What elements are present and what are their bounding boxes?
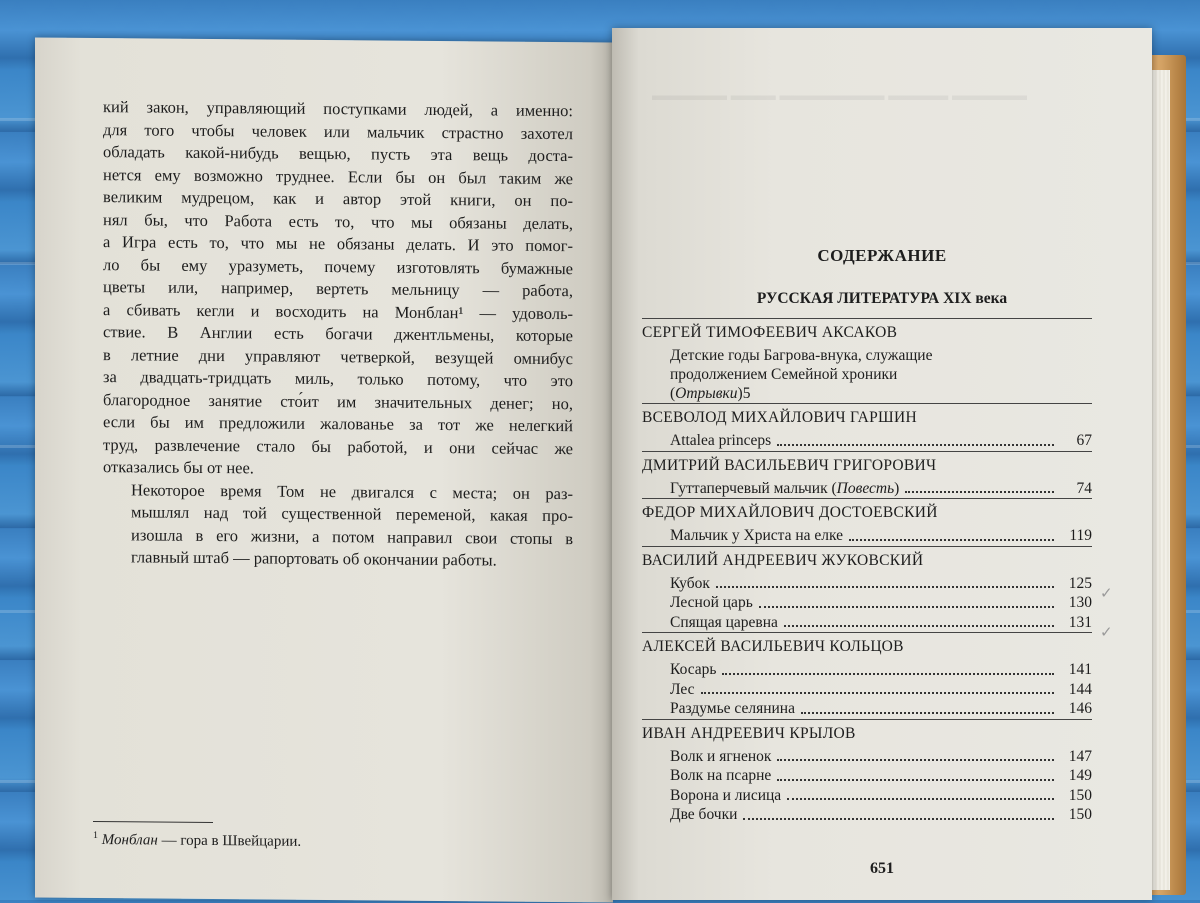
toc-title: СОДЕРЖАНИЕ xyxy=(817,246,947,265)
toc-page-number: 147 xyxy=(1068,747,1092,765)
toc-work-genre: Отрывки xyxy=(675,385,738,402)
toc-author-name: ДМИТРИЙ ВАСИЛЬЕВИЧ ГРИГОРОВИЧ xyxy=(642,451,1092,479)
footnote-term: Монблан xyxy=(101,832,158,849)
toc-page-number: 67 xyxy=(1076,432,1092,449)
toc-work-title: Косарь xyxy=(670,661,717,678)
text-line: отказались бы от нее. xyxy=(103,457,254,478)
text-line: обладать какой-нибудь вещью, пусть эта вещь доста- xyxy=(103,142,573,166)
toc-work-title: Спящая царевна xyxy=(670,613,778,631)
toc-leader-dots xyxy=(905,491,1054,493)
footnote-divider xyxy=(93,821,213,823)
toc-work xyxy=(642,479,1092,499)
text-line: изошла в его жизни, а потом направил свои стопы в xyxy=(131,524,573,548)
toc-section-title: РУССКАЯ ЛИТЕРАТУРА XIX века xyxy=(756,290,1008,307)
text-line: за двадцать-тридцать миль, только потому, что это xyxy=(103,367,573,391)
toc-leader-dots xyxy=(787,798,1054,800)
footnote-text: — гора в Швейцарии. xyxy=(157,832,302,850)
text-line: нял бы, что Работа есть то, что мы обязаны делать, xyxy=(103,209,573,233)
toc-work xyxy=(642,680,1092,700)
left-page xyxy=(35,37,613,902)
toc-author-block xyxy=(642,546,1092,633)
table-of-contents xyxy=(642,318,1092,825)
toc-page-number: 146 xyxy=(1068,700,1092,717)
book-page-stack xyxy=(1150,70,1170,890)
text-line: ло бы ему уразуметь, почему изготовлять бумажные xyxy=(103,254,573,278)
toc-work xyxy=(642,766,1092,786)
toc-leader-dots xyxy=(722,673,1054,675)
toc-work xyxy=(642,699,1092,719)
toc-work-title: Кубок xyxy=(670,574,710,592)
text-line: а сбивать кегли и восходить на Монблан¹ — удоволь- xyxy=(103,299,573,323)
toc-work-line: Детские годы Багрова-внука, служащие xyxy=(670,347,933,364)
toc-author-name: СЕРГЕЙ ТИМОФЕЕВИЧ АКСАКОВ xyxy=(642,318,1092,346)
left-page-text xyxy=(103,96,573,573)
toc-author-block xyxy=(642,632,1092,719)
toc-work xyxy=(642,613,1092,633)
toc-work xyxy=(642,747,1092,767)
text-line: ствие. В Англии есть богачи джентльмены, которые xyxy=(103,322,573,346)
toc-work-title: Лесной царь xyxy=(670,594,753,611)
toc-page-number: 149 xyxy=(1068,767,1092,784)
text-line: великим мудрецом, как и автор этой книги, он по- xyxy=(103,187,573,211)
paragraph-2 xyxy=(103,479,573,573)
toc-work-genre: Повесть xyxy=(836,479,895,497)
toc-page-number: 150 xyxy=(1068,786,1092,804)
text-line: для того чтобы человек или мальчик страстно захотел xyxy=(103,119,573,143)
toc-author-block xyxy=(642,451,1092,499)
footnote xyxy=(93,830,301,851)
toc-page-number: 125 xyxy=(1068,574,1092,592)
toc-page-number: 144 xyxy=(1068,680,1092,698)
toc-work xyxy=(642,593,1092,613)
toc-work-title: Раздумье селянина xyxy=(670,700,795,717)
toc-leader-dots xyxy=(701,692,1054,694)
toc-work-title: (Отрывки) xyxy=(670,385,743,402)
toc-leader-dots xyxy=(777,779,1054,781)
toc-page-number: 141 xyxy=(1068,661,1092,678)
toc-work xyxy=(642,660,1092,680)
toc-author-block xyxy=(642,403,1092,451)
footnote-mark: 1 xyxy=(93,829,98,842)
text-line: в летние дни управляют четверкой, везущей омнибус xyxy=(103,344,573,368)
toc-work-title: Ворона и лисица xyxy=(670,786,782,804)
toc-work xyxy=(642,786,1092,806)
right-page xyxy=(612,28,1152,900)
toc-work-line xyxy=(670,384,1092,403)
text-line: мышлял над той существенной переменой, какая про- xyxy=(131,502,573,526)
toc-page-number: 150 xyxy=(1068,806,1092,823)
toc-leader-dots xyxy=(777,444,1054,446)
toc-author-name: АЛЕКСЕЙ ВАСИЛЬЕВИЧ КОЛЬЦОВ xyxy=(642,632,1092,660)
toc-work xyxy=(642,431,1092,451)
toc-page-number: 74 xyxy=(1076,479,1092,497)
pencil-check-icon: ✓ xyxy=(1100,584,1113,602)
toc-author-block xyxy=(642,719,1092,825)
toc-work-line: продолжением Семейной хроники xyxy=(670,366,898,383)
pencil-check-icon: ✓ xyxy=(1100,623,1113,641)
toc-work-title: Гуттаперчевый мальчик (Повесть) xyxy=(670,479,900,497)
toc-leader-dots xyxy=(849,539,1054,541)
toc-leader-dots xyxy=(801,712,1054,714)
toc-author-block xyxy=(642,498,1092,546)
text-line: главный штаб — рапортовать об окончании работы. xyxy=(131,547,497,570)
paragraph-1 xyxy=(103,96,573,483)
text-line: нется ему возможно труднее. Если бы он был таким же xyxy=(103,164,573,188)
toc-page-number: 5 xyxy=(742,385,751,402)
toc-leader-dots xyxy=(743,818,1054,820)
toc-leader-dots xyxy=(777,759,1054,761)
toc-page-number: 130 xyxy=(1068,594,1092,611)
text-line: если бы им предложили жалованье за тот же нелегкий xyxy=(103,412,573,436)
toc-work-title: Волк и ягненок xyxy=(670,747,772,765)
toc-page-number: 131 xyxy=(1068,613,1092,631)
toc-work xyxy=(642,574,1092,594)
text-line: а Игра есть то, что мы не обязаны делать. И это помог- xyxy=(103,232,573,256)
toc-page-number: 119 xyxy=(1069,527,1092,544)
toc-work-title: Мальчик у Христа на елке xyxy=(670,527,844,544)
text-line: труд, развлечение стало бы работой, и они сейчас же xyxy=(103,434,573,458)
show-through-text: ▬▬▬▬▬ ▬▬▬ ▬▬▬▬▬▬▬ ▬▬▬▬ ▬▬▬▬▬ xyxy=(652,88,1027,104)
text-line: цветы или, например, вертеть мельницу — работа, xyxy=(103,277,573,301)
toc-leader-dots xyxy=(784,625,1054,627)
toc-author-name: ИВАН АНДРЕЕВИЧ КРЫЛОВ xyxy=(642,719,1092,747)
page-number: 651 xyxy=(870,860,894,877)
text-line: благородное занятие сто́ит им значительных денег; но, xyxy=(103,389,573,413)
toc-author-name: ВАСИЛИЙ АНДРЕЕВИЧ ЖУКОВСКИЙ xyxy=(642,546,1092,574)
toc-author-name: ВСЕВОЛОД МИХАЙЛОВИЧ ГАРШИН xyxy=(642,403,1092,431)
toc-author-block xyxy=(642,318,1092,403)
toc-leader-dots xyxy=(716,586,1054,588)
toc-work-title: Две бочки xyxy=(670,806,738,823)
text-line: кий закон, управляющий поступками людей, а именно: xyxy=(103,97,573,121)
toc-work-title: Attalea princeps xyxy=(670,432,772,449)
toc-work-title: Лес xyxy=(670,680,695,698)
toc-work xyxy=(642,526,1092,546)
toc-work xyxy=(642,805,1092,825)
toc-author-name: ФЕДОР МИХАЙЛОВИЧ ДОСТОЕВСКИЙ xyxy=(642,498,1092,526)
toc-work xyxy=(642,346,1092,403)
text-line: Некоторое время Том не двигался с места; он раз- xyxy=(131,479,573,503)
toc-work-title: Волк на псарне xyxy=(670,767,772,784)
toc-leader-dots xyxy=(759,606,1054,608)
